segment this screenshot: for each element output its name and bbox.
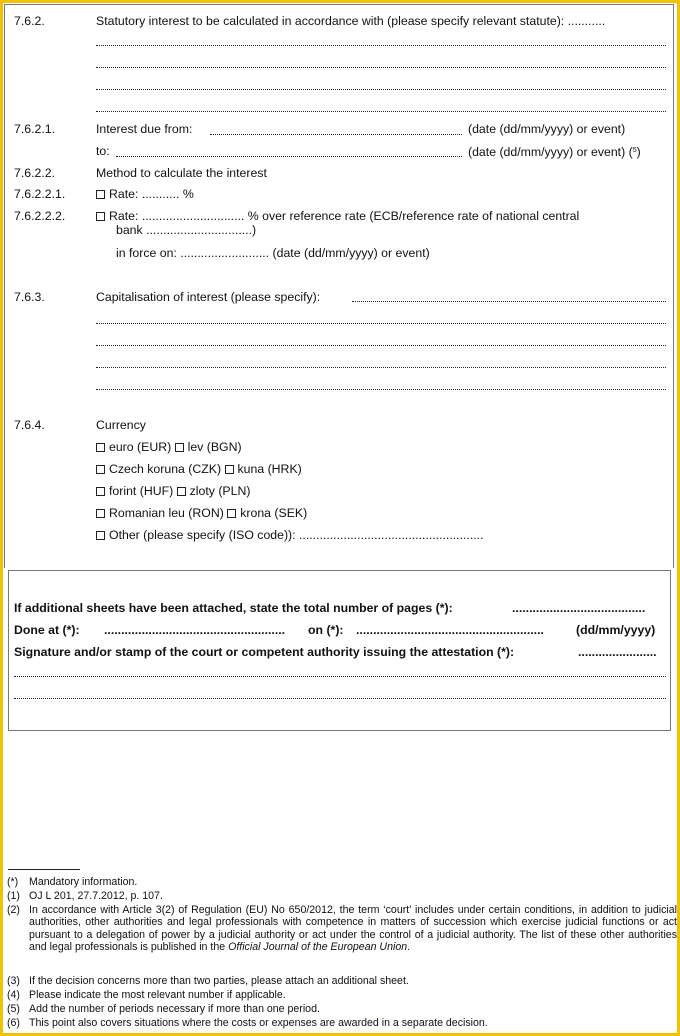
- currency-row: Romanian leu (RON) krona (SEK): [96, 506, 307, 520]
- signature-line-1[interactable]: [14, 675, 666, 677]
- interest-from-field[interactable]: [210, 133, 462, 135]
- rate-option-2: Rate: .............................. % over reference rate (ECB/reference rate of national central: [96, 209, 579, 223]
- currency-title: Currency: [96, 418, 146, 432]
- statute-line-2[interactable]: [96, 66, 666, 68]
- additional-sheets-row: If additional sheets have been attached, state the total number of pages (*):: [14, 601, 453, 615]
- in-force-row: in force on: .......................... (date (dd/mm/yyyy) or event): [116, 246, 430, 260]
- capitalisation-field[interactable]: [352, 300, 666, 302]
- footnote-mark: (*): [7, 876, 19, 888]
- interest-to-suffix: (date (dd/mm/yyyy) or event) ($^5$): [468, 145, 641, 159]
- currency-checkbox[interactable]: [96, 509, 105, 518]
- date-format-hint: (dd/mm/yyyy): [576, 623, 656, 637]
- footnote-mark: (4): [7, 989, 20, 1001]
- rate-checkbox-1[interactable]: [96, 190, 105, 199]
- section-number: 7.6.2.1.: [14, 122, 56, 136]
- footnote-separator: [8, 869, 80, 870]
- on-date-field[interactable]: .......................................................: [356, 623, 544, 637]
- capitalisation-line-2[interactable]: [96, 344, 666, 346]
- signature-field[interactable]: .......................: [578, 645, 657, 659]
- currency-checkbox[interactable]: [227, 509, 236, 518]
- footnote: (1) OJ L 201, 27.7.2012, p. 107.: [7, 890, 163, 902]
- section-number: 7.6.2.2.2.: [14, 209, 66, 223]
- currency-row: euro (EUR) lev (BGN): [96, 440, 242, 454]
- footnote: (*) Mandatory information.: [7, 876, 138, 888]
- currency-checkbox[interactable]: [177, 487, 186, 496]
- done-at-field[interactable]: .....................................................: [104, 623, 286, 637]
- statute-line-4[interactable]: [96, 110, 666, 112]
- method-label: Method to calculate the interest: [96, 166, 267, 180]
- currency-checkbox[interactable]: [96, 487, 105, 496]
- currency-other-row: Other (please specify (ISO code)): ......................................................: [96, 528, 484, 542]
- section-number: 7.6.2.2.1.: [14, 187, 66, 201]
- additional-sheets-field[interactable]: .......................................: [512, 601, 646, 615]
- rate-option-1: Rate: ........... %: [96, 187, 194, 201]
- footnote-mark: (3): [7, 975, 20, 987]
- footnote: (5) Add the number of periods necessary if more than one period.: [7, 1003, 320, 1015]
- signature-label: Signature and/or stamp of the court or competent authority issuing the attestation (*):: [14, 645, 515, 659]
- footnote: (6) This point also covers situations where the costs or expenses are awarded in a separate decision.: [7, 1017, 488, 1029]
- section-number: 7.6.4.: [14, 418, 45, 432]
- currency-other-checkbox[interactable]: [96, 531, 105, 540]
- footnote: (2) In accordance with Article 3(2) of Regulation (EU) No 650/2012, the term ‘court’ includes under certain conditions, in addition to judicial authorities, other authorities and legal professionals with competence in matters of succession which exercise judicial functions or act pursuant to a delegation of power by a judicial authority or act under the control of a judicial authority. The list of these other authorities and legal professionals is published in the Official Journal of the European Union.: [7, 904, 677, 954]
- footnote: (3) If the decision concerns more than two parties, please attach an additional sheet.: [7, 975, 409, 987]
- on-label: on (*):: [308, 623, 344, 637]
- currency-checkbox[interactable]: [225, 465, 234, 474]
- currency-checkbox[interactable]: [175, 443, 184, 452]
- footnote-ref: 5: [632, 147, 637, 154]
- rate-option-2-cont: bank ...............................): [116, 223, 257, 237]
- statute-line-1[interactable]: [96, 44, 666, 46]
- currency-row: forint (HUF) zloty (PLN): [96, 484, 250, 498]
- done-at-label: Done at (*):: [14, 623, 80, 637]
- rate-checkbox-2[interactable]: [96, 212, 105, 221]
- currency-checkbox[interactable]: [96, 465, 105, 474]
- currency-checkbox[interactable]: [96, 443, 105, 452]
- interest-to-field[interactable]: [116, 155, 462, 157]
- capitalisation-line-1[interactable]: [96, 322, 666, 324]
- capitalisation-line-4[interactable]: [96, 388, 666, 390]
- footnote-mark: (1): [7, 890, 20, 902]
- currency-row: Czech koruna (CZK) kuna (HRK): [96, 462, 302, 476]
- footnote-mark: (6): [7, 1017, 20, 1029]
- signature-line-2[interactable]: [14, 697, 666, 699]
- statute-line-3[interactable]: [96, 88, 666, 90]
- capitalisation-label: Capitalisation of interest (please specify):: [96, 290, 321, 304]
- footnote-mark: (2): [7, 904, 20, 916]
- interest-to-label: to:: [96, 144, 110, 158]
- section-number: 7.6.3.: [14, 290, 45, 304]
- section-number: 7.6.2.2.: [14, 166, 56, 180]
- footnote-mark: (5): [7, 1003, 20, 1015]
- capitalisation-line-3[interactable]: [96, 366, 666, 368]
- section-number: 7.6.2.: [14, 14, 45, 28]
- statutory-interest-label: Statutory interest to be calculated in accordance with (please specify relevant statute): ...........: [96, 14, 606, 28]
- interest-from-suffix: (date (dd/mm/yyyy) or event): [468, 122, 626, 136]
- footnote: (4) Please indicate the most relevant number if applicable.: [7, 989, 286, 1001]
- interest-from-label: Interest due from:: [96, 122, 193, 136]
